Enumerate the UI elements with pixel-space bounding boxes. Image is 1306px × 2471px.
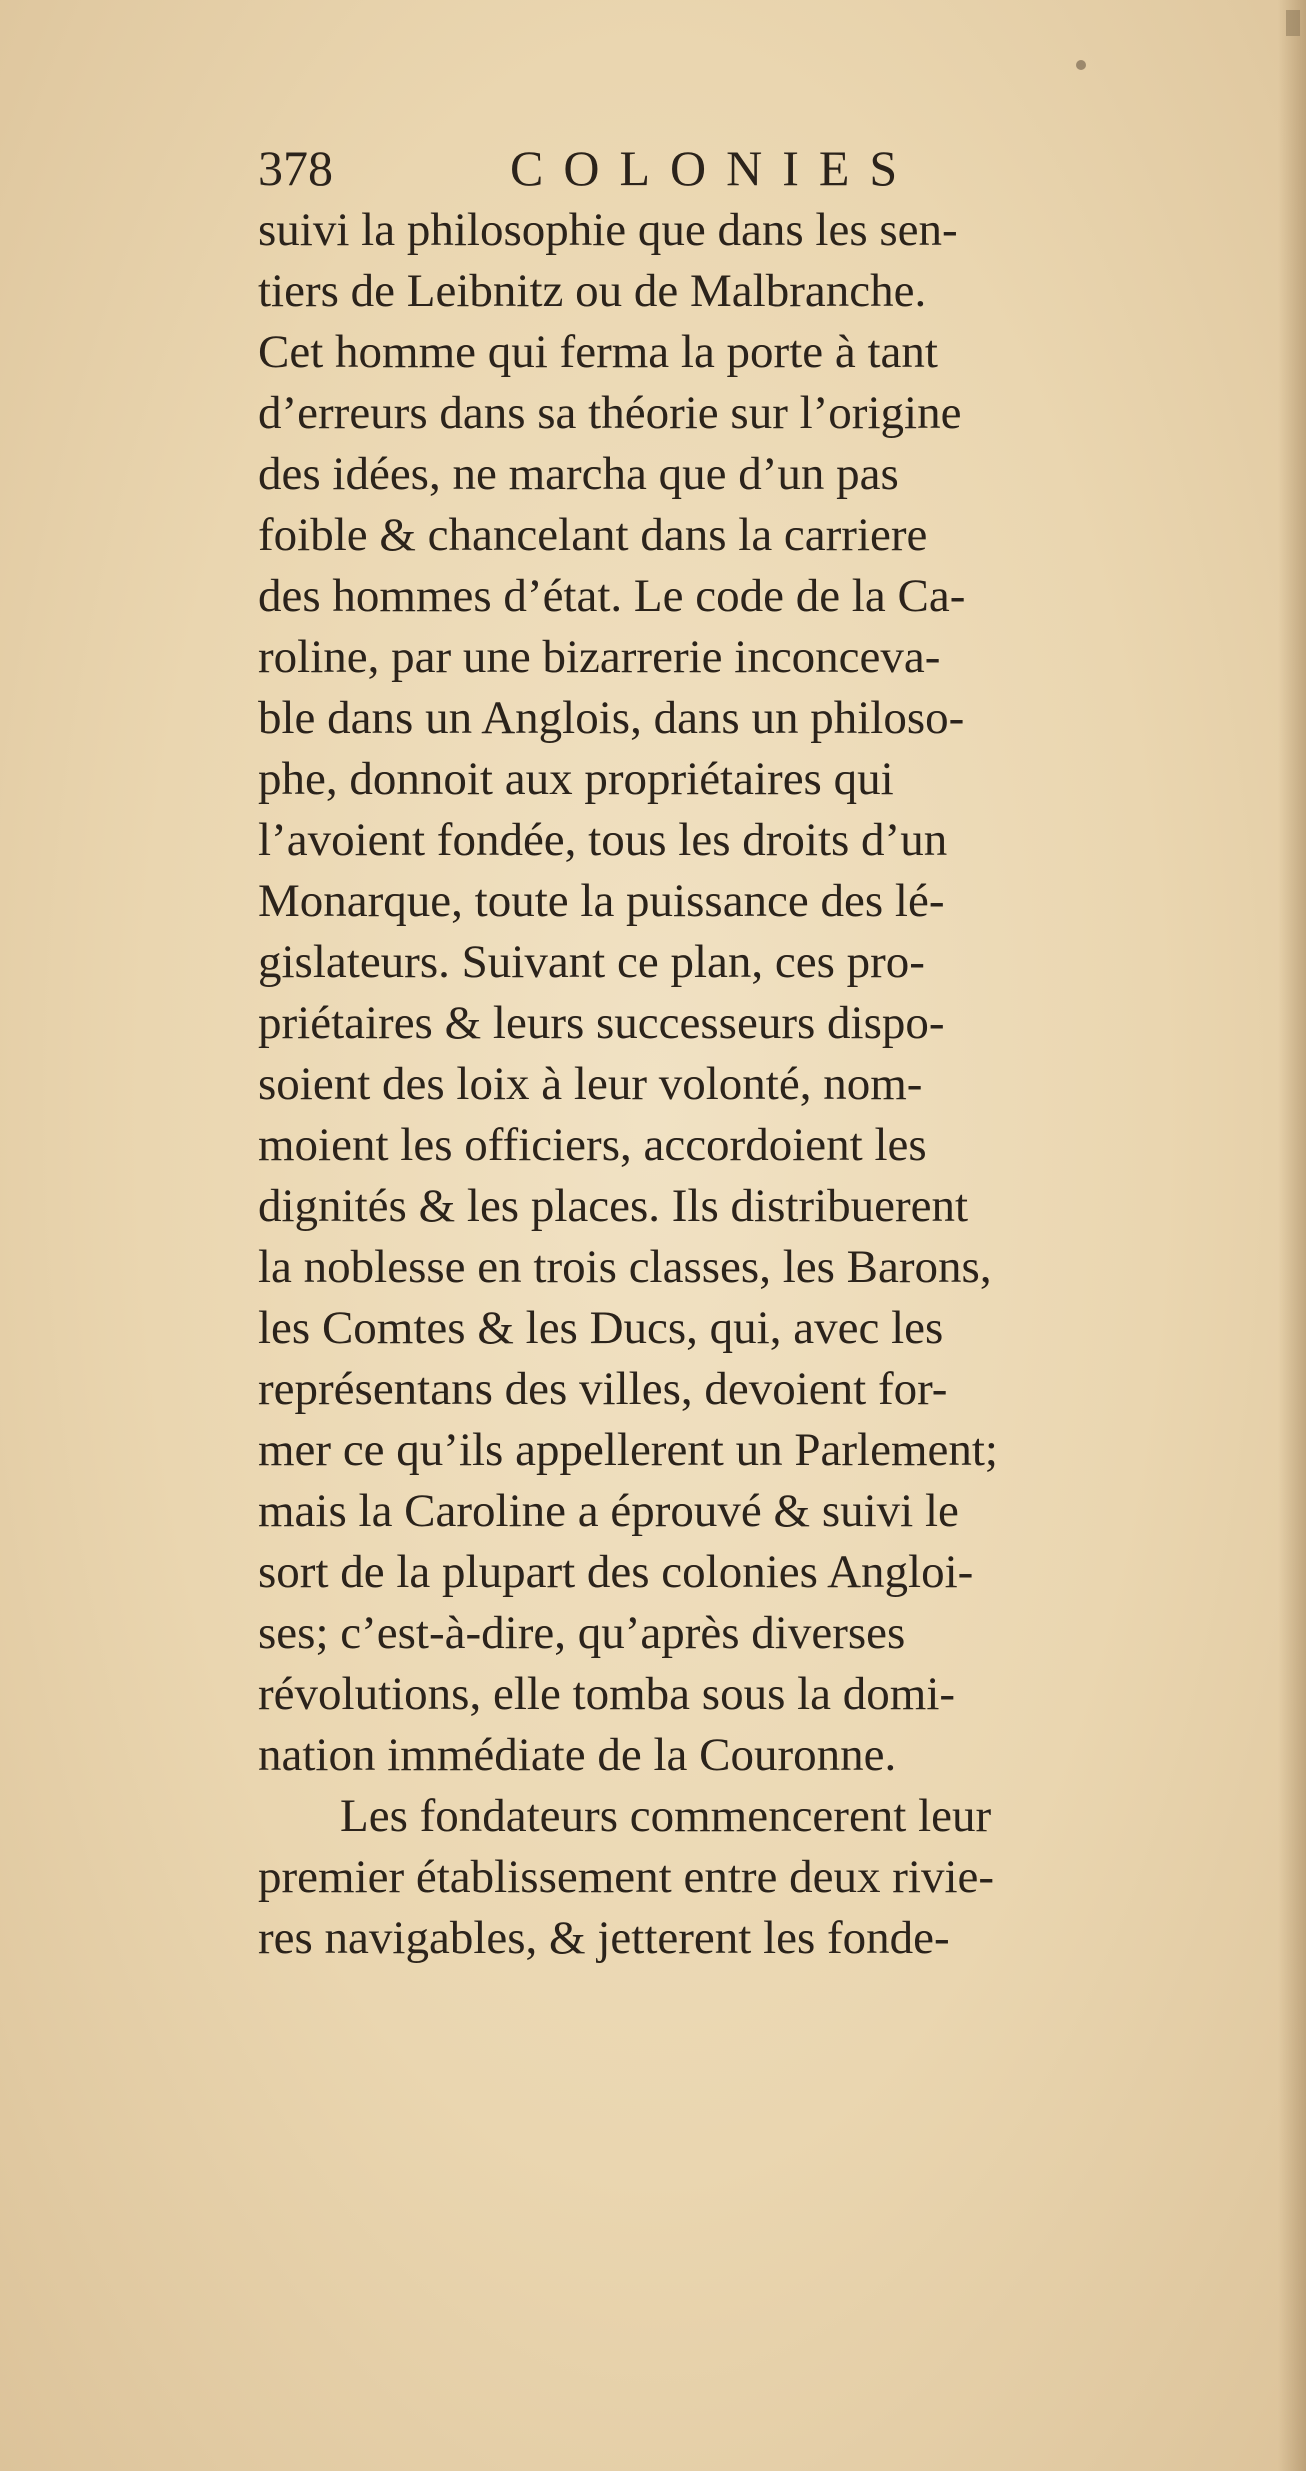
text-line: révolutions, elle tomba sous la domi- [258,1668,956,1720]
text-line: premier établissement entre deux rivie- [258,1851,995,1903]
text-line: des hommes d’état. Le code de la Ca- [258,570,966,622]
text-line: soient des loix à leur volonté, nom- [258,1058,923,1110]
text-line: Cet homme qui ferma la porte à tant [258,326,938,378]
text-line: sort de la plupart des colonies Angloi- [258,1546,974,1598]
page-edge-shadow [1278,0,1306,2471]
body-text [258,200,1258,1969]
text-line: nation immédiate de la Couronne. [258,1729,897,1781]
text-line: suivi la philosophie que dans les sen- [258,204,958,256]
text-line: mer ce qu’ils appellerent un Parlement; [258,1424,998,1476]
ink-speck [1076,60,1086,70]
text-line: phe, donnoit aux propriétaires qui [258,753,894,805]
page-number: 378 [258,140,333,196]
text-line: l’avoient fondée, tous les droits d’un [258,814,948,866]
text-line: res navigables, & jetterent les fonde- [258,1912,950,1964]
text-line: ble dans un Anglois, dans un philoso- [258,692,965,744]
text-line: foible & chancelant dans la carriere [258,509,928,561]
text-line: mais la Caroline a éprouvé & suivi le [258,1485,959,1537]
text-line: dignités & les places. Ils distribuerent [258,1180,969,1232]
page-edge-mark [1286,10,1300,36]
text-line: tiers de Leibnitz ou de Malbranche. [258,265,927,317]
text-line: la noblesse en trois classes, les Barons, [258,1241,992,1293]
text-line: roline, par une bizarrerie inconceva- [258,631,941,683]
text-line: d’erreurs dans sa théorie sur l’origine [258,387,962,439]
text-line: les Comtes & les Ducs, qui, avec les [258,1302,944,1354]
text-line: gislateurs. Suivant ce plan, ces pro- [258,936,925,988]
page-header [258,138,1018,208]
text-line: des idées, ne marcha que d’un pas [258,448,899,500]
text-line: représentans des villes, devoient for- [258,1363,948,1415]
text-line: priétaires & leurs successeurs dispo- [258,997,945,1049]
text-line: Monarque, toute la puissance des lé- [258,875,945,927]
text-line: ses; c’est-à-dire, qu’après diverses [258,1607,906,1659]
text-line: moient les officiers, accordoient les [258,1119,927,1171]
running-head: COLONIES [510,140,918,196]
paragraph-start-line: Les fondateurs commencerent leur [340,1790,992,1842]
